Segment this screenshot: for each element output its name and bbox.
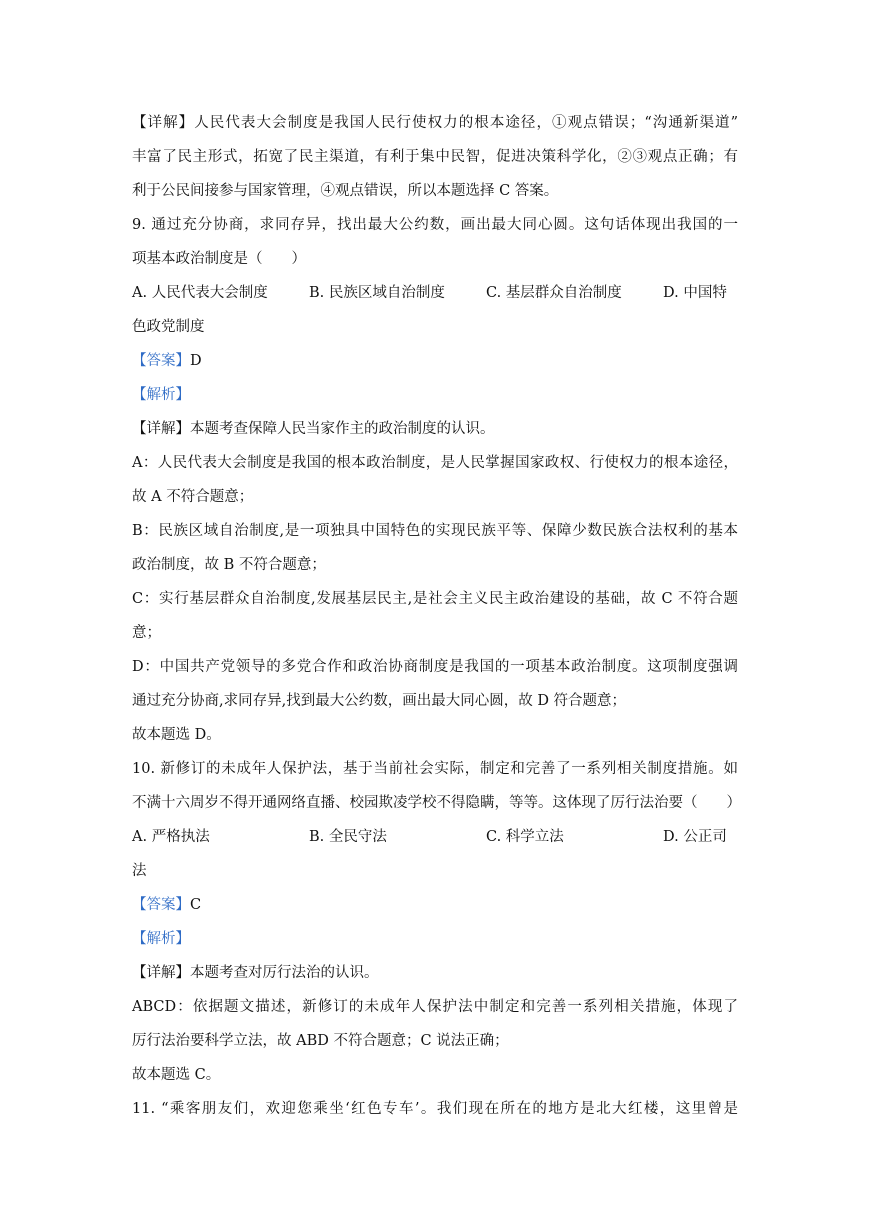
q9-analysis-label: 【解析】 xyxy=(132,387,190,403)
q8-detail-line-2: 丰富了民主形式，拓宽了民主渠道，有利于集中民智，促进决策科学化，②③观点正确；有 xyxy=(132,149,738,165)
q10-explanation-line-1: ABCD：依据题文描述，新修订的未成年人保护法中制定和完善一系列相关措施，体现了 xyxy=(132,999,738,1015)
detail-label: 【详解】 xyxy=(132,965,190,981)
q10-option-d-wrap: 法 xyxy=(132,863,147,879)
q10-answer xyxy=(132,896,738,914)
q9-explanation-line-4: 政治制度，故 B 不符合题意； xyxy=(132,557,326,573)
answer-value: D xyxy=(190,353,202,369)
answer-value: C xyxy=(190,897,202,913)
q10-stem-line-2: 不满十六周岁不得开通网络直播、校园欺凌学校不得隐瞒，等等。这体现了厉行法治要（ ） xyxy=(132,795,741,811)
q9-option-b: B. 民族区域自治制度 xyxy=(309,285,445,301)
answer-label: 【答案】 xyxy=(132,897,190,913)
q10-explanation-line-3: 故本题选 C。 xyxy=(132,1067,221,1083)
q9-option-d: D. 中国特 xyxy=(663,285,727,301)
q9-explanation-line-1: A：人民代表大会制度是我国的根本政治制度，是人民掌握国家政权、行使权力的根本途径， xyxy=(132,455,738,471)
q10-option-d: D. 公正司 xyxy=(663,829,727,845)
q9-option-d-wrap: 色政党制度 xyxy=(132,319,205,335)
q10-option-b: B. 全民守法 xyxy=(309,829,387,845)
q9-option-a: A. 人民代表大会制度 xyxy=(132,285,268,301)
q10-option-c: C. 科学立法 xyxy=(486,829,564,845)
q10-stem-line-1: 10. 新修订的未成年人保护法，基于当前社会实际，制定和完善了一系列相关制度措施。如 xyxy=(132,761,738,777)
answer-label: 【答案】 xyxy=(132,353,190,369)
q9-explanation-line-9: 故本题选 D。 xyxy=(132,727,221,743)
q8-detail-line-3: 利于公民间接参与国家管理，④观点错误，所以本题选择 C 答案。 xyxy=(132,183,559,199)
q11-stem-line-1: 11. “乘客朋友们，欢迎您乘坐‘红色专车’。我们现在所在的地方是北大红楼，这里曾是 xyxy=(132,1101,738,1117)
q10-detail: 【详解】本题考查对厉行法治的认识。 xyxy=(132,965,379,981)
q9-answer xyxy=(132,352,738,370)
detail-label: 【详解】 xyxy=(132,421,190,437)
q9-explanation-line-8: 通过充分协商,求同存异,找到最大公约数，画出最大同心圆，故 D 符合题意； xyxy=(132,693,627,709)
q9-stem-line-1: 9. 通过充分协商，求同存异，找出最大公约数，画出最大同心圆。这句话体现出我国的一 xyxy=(132,217,738,233)
q8-detail-line-1: 【详解】人民代表大会制度是我国人民行使权力的根本途径，①观点错误；“沟通新渠道” xyxy=(132,115,739,131)
detail-label: 【详解】 xyxy=(132,115,195,131)
q9-explanation-line-6: 意； xyxy=(132,625,161,641)
q9-stem-line-2: 项基本政治制度是（ ） xyxy=(132,251,306,267)
q9-explanation-line-7: D：中国共产党领导的多党合作和政治协商制度是我国的一项基本政治制度。这项制度强调 xyxy=(132,659,738,675)
q9-explanation-line-5: C：实行基层群众自治制度,发展基层民主,是社会主义民主政治建设的基础，故 C 不符合题 xyxy=(132,591,738,607)
q10-option-a: A. 严格执法 xyxy=(132,829,210,845)
q9-explanation-line-2: 故 A 不符合题意； xyxy=(132,489,254,505)
q10-explanation-line-2: 厉行法治要科学立法，故 ABD 不符合题意；C 说法正确； xyxy=(132,1033,509,1049)
q9-option-c: C. 基层群众自治制度 xyxy=(486,285,622,301)
q9-explanation-line-3: B：民族区域自治制度,是一项独具中国特色的实现民族平等、保障少数民族合法权利的基本 xyxy=(132,523,738,539)
q9-detail: 【详解】本题考查保障人民当家作主的政治制度的认识。 xyxy=(132,421,495,437)
q10-analysis-label: 【解析】 xyxy=(132,931,190,947)
